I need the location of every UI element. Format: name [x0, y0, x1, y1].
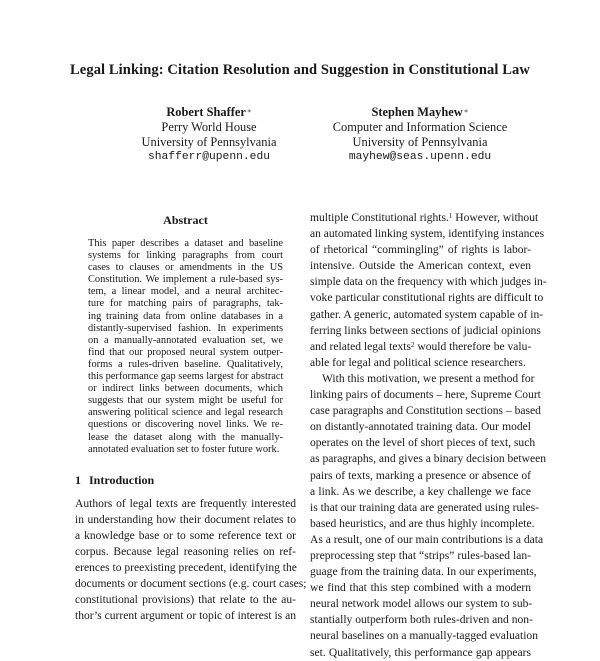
right-column	[310, 210, 547, 661]
text-line: answering political science and legal research	[88, 407, 283, 419]
text-line: on a manually-annotated evaluation set, we	[88, 334, 283, 346]
text-line: is that our training data are generated using rules-	[310, 501, 539, 514]
text-line: and related legal texts$^2$ would therefore be valu-	[310, 340, 532, 353]
author-block-2	[290, 105, 550, 165]
text-line: able for legal and political science researchers.	[310, 356, 526, 369]
text-line: based heuristics, and are thus highly incomplete.	[310, 517, 535, 530]
text-line: multiple Constitutional rights.$^1$ However, without	[310, 212, 539, 224]
author-affiliation: Perry World House	[161, 120, 257, 134]
text-line: distantly-supervised fashion. In experiments	[88, 322, 283, 334]
text-line: find that our proposed neural system outper-	[88, 346, 283, 358]
author-marker: ∗	[246, 107, 252, 115]
text-line: in understanding how their document relates to	[75, 513, 296, 526]
text-line: we find that this step combined with a modern	[310, 582, 531, 595]
text-line: ture for matching pairs of paragraphs, tak-	[88, 298, 283, 310]
text-line: preprocessing step that “strips” rules-based lan-	[310, 549, 531, 562]
text-line: Constitution. We implement a rule-based sys-	[88, 274, 283, 286]
author-email: shafferr@upenn.edu	[147, 151, 271, 163]
text-line: stantially outperform both rules-driven and non-	[310, 614, 533, 627]
text-line: as paragraphs, and gives a binary decision between	[310, 453, 546, 466]
text-line: forms a rules-driven baseline. Qualitatively,	[88, 358, 283, 370]
paragraph-2	[310, 371, 546, 661]
text-line: questions or discovering novel links. We re-	[88, 419, 283, 431]
text-line: intensive. Outside the American context, even	[310, 260, 531, 273]
author-affiliation: University of Pennsylvania	[352, 135, 488, 149]
text-line: linking pairs of documents – here, Supreme Court	[310, 389, 541, 402]
paragraph-1	[310, 210, 547, 371]
text-line: guage from the training data. In our experiments,	[310, 566, 537, 579]
text-line: cases to clauses or amendments in the US	[88, 262, 283, 274]
text-line: a knowledge base or to some reference text or	[75, 529, 296, 542]
text-line: erences to preexisting precedent, identifying the	[75, 562, 297, 575]
section-heading	[75, 473, 296, 488]
abstract-heading: Abstract	[163, 213, 208, 227]
intro-paragraph	[75, 496, 307, 625]
text-line: suggests that our system might be useful for	[88, 395, 283, 407]
text-line: of rhetorical “commingling” of rights is labor-	[310, 244, 531, 257]
text-line: systems for linking paragraphs from court	[88, 250, 283, 262]
footnote-marker: 2	[411, 340, 415, 349]
text-line: on distantly-annotated training data. Our model	[310, 421, 531, 434]
text-line: voke particular constitutional rights are difficult to	[310, 292, 544, 305]
text-line: documents or document sections (e.g. court cases;	[75, 578, 307, 591]
text-line: or indirect links between documents, which	[88, 383, 283, 395]
text-line: neural network model allows our system to sub-	[310, 598, 533, 611]
text-line: This paper describes a dataset and baseline	[88, 238, 283, 249]
text-line: lease the dataset along with the manually-	[88, 431, 283, 443]
abstract-body	[75, 238, 296, 456]
text-line: this performance gap seems largest for abstract	[88, 371, 284, 383]
text-line: simple data on the frequency with which judges in-	[310, 276, 547, 289]
left-column	[75, 210, 307, 624]
footnote-marker: 1	[448, 212, 453, 220]
author-affiliation: University of Pennsylvania	[141, 135, 277, 149]
section-number: 1	[75, 472, 81, 487]
text-line: pairs of texts, marking a presence or absence of	[310, 469, 531, 482]
author-email: mayhew@seas.upenn.edu	[348, 151, 492, 163]
text-line: With this motivation, we present a method for	[322, 372, 535, 385]
text-line: an automated linking system, identifying instances	[310, 228, 545, 241]
text-line: thor’s current argument or topic of interest is an	[75, 610, 296, 623]
text-line: ferring links between sections of judicial opinions	[310, 324, 541, 337]
text-line: operates on the level of short pieces of text, such	[310, 437, 536, 450]
text-line: ing training data from online databases in a	[88, 310, 283, 322]
author-name: Stephen Mayhew∗	[371, 105, 469, 119]
text-line: tem, a linear model, and a neural architec-	[88, 286, 283, 298]
text-line: gather. A generic, automated system capable of in-	[310, 308, 544, 321]
text-line: Authors of legal texts are frequently interested	[75, 497, 296, 510]
text-line: case paragraphs and Constitution sections – based	[310, 405, 541, 418]
text-line: corpus. Because legal reasoning relies on ref-	[75, 545, 296, 558]
text-line: set. Qualitatively, this performance gap appears	[310, 646, 531, 659]
text-line: neural baselines on a manually-tagged evaluation	[310, 630, 538, 643]
text-line: a link. As we describe, a key challenge we face	[310, 485, 531, 498]
paper-title: Legal Linking: Citation Resolution and Suggestion in Constitutional Law	[70, 62, 530, 78]
text-line: constitutional provisions) that relate to the au-	[75, 594, 296, 607]
section-title: Introduction	[89, 472, 155, 487]
author-marker: ∗	[463, 107, 469, 115]
author-affiliation: Computer and Information Science	[332, 120, 508, 134]
text-line: annotated evaluation set to foster future work.	[88, 443, 280, 455]
author-name: Robert Shaffer∗	[166, 105, 252, 119]
text-line: As a result, one of our main contributions is a data	[310, 533, 544, 546]
